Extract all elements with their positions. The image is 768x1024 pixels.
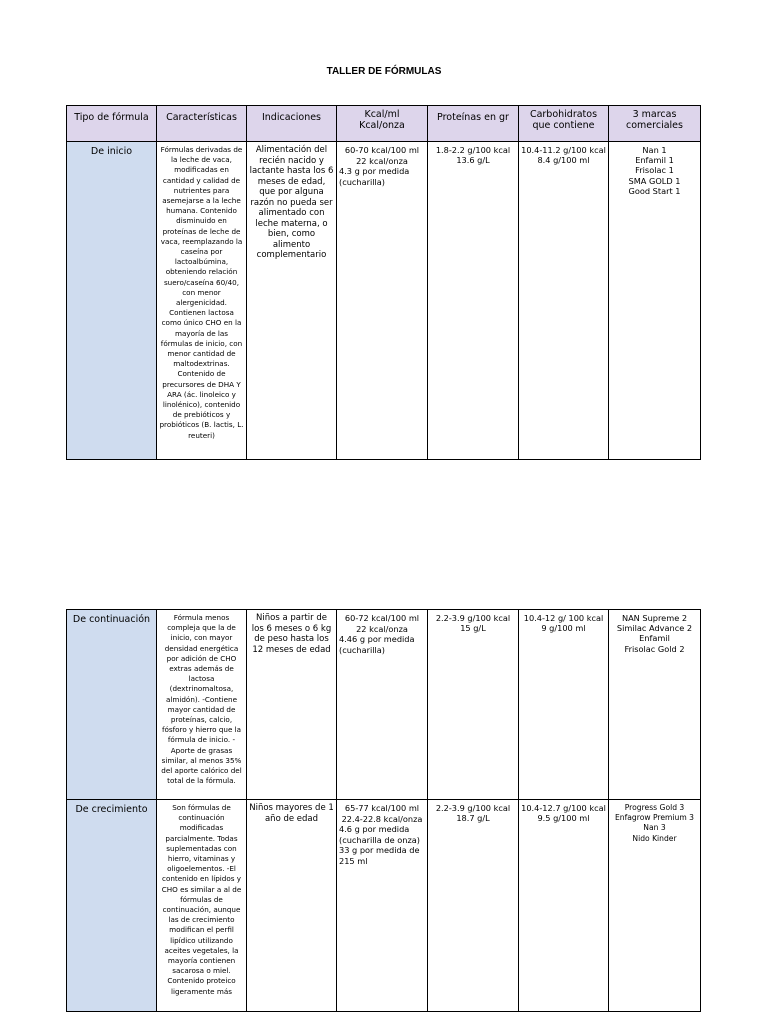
row-type: De inicio [67,142,157,460]
protein-line: 2.2-3.9 g/100 kcal [435,613,511,623]
row-brands [609,142,701,460]
header-carbs: Carbohidratos que contiene [519,106,609,142]
brand-item: SMA GOLD 1 [628,175,681,186]
header-type: Tipo de fórmula [67,106,157,142]
brand-item: NAN Supreme 2 [621,613,688,623]
carbs-line: 10.4-11.2 g/100 kcal [521,145,606,155]
header-row [67,106,701,142]
brand-item: Enfamil 1 [635,155,674,166]
row-carbs [519,800,609,1012]
row-type: De crecimiento [67,800,157,1012]
kcal-line: 22 kcal/onza [356,155,408,166]
row-kcal [337,800,428,1012]
brand-item: Frisolac 1 [635,165,674,176]
formula-table-bottom [66,609,701,1012]
row-carbs [519,142,609,460]
protein-line: 15 g/L [460,623,486,634]
brand-item: Similac Advance 2 [616,623,693,634]
brand-item: Nido Kinder [632,833,677,843]
header-kcal: Kcal/ml Kcal/onza [337,106,428,142]
table-row [67,142,701,460]
kcal-line: 33 g por medida de 215 ml [339,845,420,866]
row-kcal [337,610,428,800]
row-indications: Alimentación del recién nacido y lactante hasta los 6 meses de edad, que por alguna razón no pueda ser alimentado con leche materna, o bien, como alimento complementario [247,142,337,460]
row-protein [428,610,519,800]
row-type: De continuación [67,610,157,800]
brand-item: Nan 1 [642,145,667,155]
kcal-line: 4.3 g por medida (cucharilla) [339,166,410,187]
header-brands: 3 marcas comerciales [609,106,701,142]
row-brands [609,800,701,1012]
row-protein [428,142,519,460]
brand-item: Nan 3 [643,823,666,833]
protein-line: 13.6 g/L [456,155,490,166]
document-title: TALLER DE FÓRMULAS [326,66,442,77]
row-indications: Niños mayores de 1 año de edad [247,800,337,1012]
row-carbs [519,610,609,800]
kcal-line: 4.46 g por medida (cucharilla) [339,634,415,655]
row-kcal [337,142,428,460]
protein-line: 2.2-3.9 g/100 kcal [435,803,511,813]
table-row [67,800,701,1012]
kcal-line: 60-72 kcal/100 ml [344,613,420,623]
carbs-line: 9 g/100 ml [541,623,586,634]
brand-item: Progress Gold 3 [624,803,685,812]
carbs-line: 9.5 g/100 ml [537,813,590,824]
carbs-line: 8.4 g/100 ml [537,155,590,166]
formula-table-top [66,105,701,460]
kcal-line: 4.6 g por medida (cucharilla de onza) [339,824,420,845]
kcal-line: 60-70 kcal/100 ml [344,145,420,155]
row-characteristics: Son fórmulas de continuación modificadas parcialmente. Todas suplementadas con hierro, vitaminas y oligoelementos. -El contenido en lípidos y CHO es similar a al de fórmulas de continuación, aunque las de crecimiento modifican el perfil lipídico utilizando aceites vegetales, la mayoría contienen sacarosa o miel. Contenido proteico ligeramente más [157,800,247,1012]
brand-item: Enfagrow Premium 3 [614,813,695,823]
table-row [67,610,701,800]
kcal-line: 65-77 kcal/100 ml [344,803,420,813]
row-indications: Niños a partir de los 6 meses o 6 kg de peso hasta los 12 meses de edad [247,610,337,800]
header-characteristics: Características [157,106,247,142]
kcal-line: 22.4-22.8 kcal/onza [341,813,423,824]
carbs-line: 10.4-12 g/ 100 kcal [523,613,604,623]
brand-item: Frisolac Gold 2 [624,643,685,654]
row-characteristics: Fórmula menos compleja que la de inicio, con mayor densidad energética por adición de CHO extras además de lactosa (dextrinomaltosa, almidón). -Contiene mayor cantidad de proteínas, calcio, fósforo y hierro que la fórmula de inicio. - Aporte de grasas similar, al menos 35% del aporte calórico del total de la fórmula. [157,610,247,800]
protein-line: 1.8-2.2 g/100 kcal [435,145,511,155]
row-protein [428,800,519,1012]
brand-item: Enfamil [639,633,670,644]
header-indications: Indicaciones [247,106,337,142]
header-protein: Proteínas en gr [428,106,519,142]
carbs-line: 10.4-12.7 g/100 kcal [521,803,606,813]
row-brands [609,610,701,800]
row-characteristics: Fórmulas derivadas de la leche de vaca, modificadas en cantidad y calidad de nutrientes para asemejarse a la leche humana. Contenido disminuido en proteínas de leche de vaca, reemplazando la caseína por lactoalbúmina, obteniendo relación suero/caseína 60/40, con menor alergenicidad. Contienen lactosa como único CHO en la mayoría de las fórmulas de inicio, con menor cantidad de maltodextrinas. Contenido de precursores de DHA Y ARA (ác. linoleico y linolénico), contenido de prebióticos y probióticos (B. lactis, L. reuteri) [157,142,247,460]
protein-line: 18.7 g/L [456,813,490,824]
brand-item: Good Start 1 [628,185,681,196]
kcal-line: 22 kcal/onza [356,623,408,634]
